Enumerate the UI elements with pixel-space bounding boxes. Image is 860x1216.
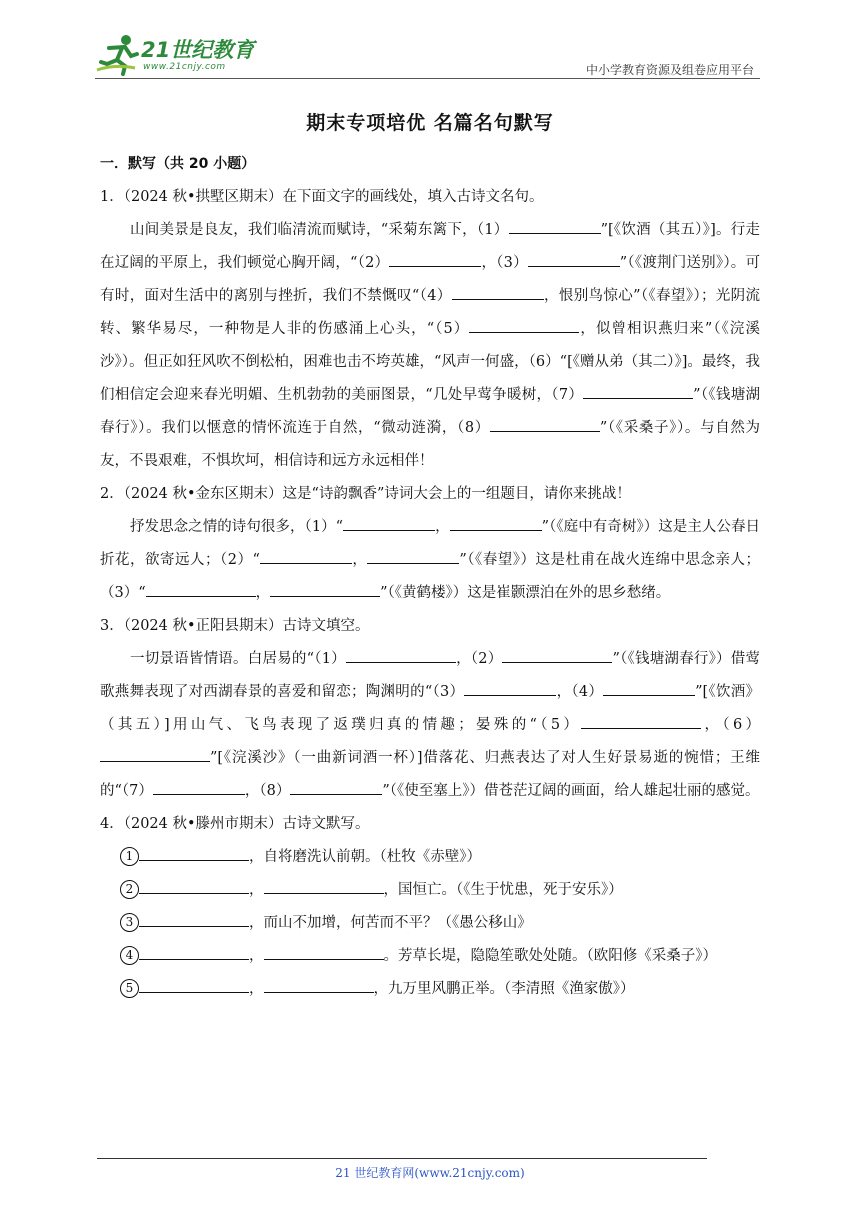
answer-blank[interactable] [528,249,620,267]
answer-blank[interactable] [464,678,556,696]
item-number: 3 [120,913,139,932]
answer-blank[interactable] [139,909,249,927]
logo-url: www.21cnjy.com [143,62,226,72]
header-divider [95,78,760,79]
answer-blank[interactable] [260,546,352,564]
answer-blank[interactable] [153,777,245,795]
question-4-item: 1 ，自将磨洗认前朝。（杜牧《赤壁》） [100,841,760,874]
section-heading: 一．默写（共 20 小题） [100,156,256,172]
answer-blank[interactable] [469,315,579,333]
answer-blank[interactable] [389,249,481,267]
logo-text: 21世纪教育 [141,38,255,62]
page-title: 期末专项培优 名篇名句默写 [306,112,554,134]
answer-blank[interactable] [290,777,382,795]
answer-blank[interactable] [139,975,249,993]
answer-blank[interactable] [581,711,701,729]
footer-text: 21 世纪教育网(www.21cnjy.com) [335,1166,525,1180]
question-3-text: 一切景语皆情语。白居易的“（1） ，（2） ”（《钱塘湖春行》）借莺歌燕舞表现了对西湖春景的喜爱和留恋；陶渊明的“（3） ，（4） ”[《饮酒》（其五）]用山气、飞鸟表现了返璞归真的情趣；晏殊的“（5） ，（6）”[《浣溪沙》（一曲新词酒一杯）]借落花、归燕表达了对人生好景易逝的惋惜；王维的“（7） ，（8） ”（《使至塞上》）借苍茫辽阔的画面，给人雄起壮丽的感觉。 [100,643,760,808]
answer-blank[interactable] [450,513,542,531]
footer-divider [97,1158,707,1159]
question-2-text: 抒发思念之情的诗句很多，（1）“ ， ”（《庭中有奇树》）这是主人公春日折花，欲寄远人；（2）“ ， ”（《春望》）这是杜甫在战火连绵中思念亲人；（3）“ ， ”（《黄鹤楼》）这是崔颢漂泊在外的思乡愁绪。 [100,511,760,610]
question-4-item: 2 ， ，国恒亡。（《生于忧患，死于安乐》） [100,874,760,907]
answer-blank[interactable] [452,282,544,300]
question-4-item: 5 ， ，九万里风鹏正举。（李清照《渔家傲》） [100,973,760,1006]
answer-blank[interactable] [583,381,693,399]
question-4-item: 3 ，而山不加增，何苦而不平？（《愚公移山》 [100,907,760,940]
item-number: 1 [120,847,139,866]
document-body [100,148,760,1006]
item-number: 4 [120,946,139,965]
answer-blank[interactable] [264,942,384,960]
answer-blank[interactable] [139,942,249,960]
answer-blank[interactable] [139,876,249,894]
answer-blank[interactable] [367,546,459,564]
item-number: 5 [120,979,139,998]
platform-name: 中小学教育资源及组卷应用平台 [585,63,754,77]
answer-blank[interactable] [509,216,601,234]
answer-blank[interactable] [100,744,210,762]
answer-blank[interactable] [139,843,249,861]
question-3-stem: 3．（2024 秋•正阳县期末）古诗文填空。 [100,618,370,634]
answer-blank[interactable] [490,414,600,432]
runner-logo-icon [95,34,143,76]
logo [95,30,265,78]
item-number: 2 [120,880,139,899]
question-4-stem: 4．（2024 秋•滕州市期末）古诗文默写。 [100,816,370,832]
answer-blank[interactable] [343,513,435,531]
question-1-stem: 1．（2024 秋•拱墅区期末）在下面文字的画线处，填入古诗文名句。 [100,189,544,205]
question-2-stem: 2．（2024 秋•金东区期末）这是“诗韵飘香”诗词大会上的一组题目，请你来挑战！ [100,486,631,502]
answer-blank[interactable] [264,876,384,894]
answer-blank[interactable] [346,645,456,663]
answer-blank[interactable] [146,579,256,597]
page-header [95,30,760,80]
answer-blank[interactable] [502,645,612,663]
answer-blank[interactable] [264,975,374,993]
answer-blank[interactable] [603,678,695,696]
question-4-item: 4 ， 。芳草长堤，隐隐笙歌处处随。（欧阳修《采桑子》） [100,940,760,973]
answer-blank[interactable] [270,579,380,597]
question-1-text: 山间美景是良友，我们临清流而赋诗，“采菊东篱下，（1） ”[《饮酒（其五）》]。行走在辽阔的平原上，我们顿觉心胸开阔，“（2） ，（3） ”（《渡荆门送别》）。可有时，面对生活中的离别与挫折，我们不禁慨叹“（4） ，恨别鸟惊心”（《春望》）；光阴流转、繁华易尽，一种物是人非的伤感涌上心头，“（5） ，似曾相识燕归来”（《浣溪沙》）。但正如狂风吹不倒松柏，困难也击不垮英雄，“风声一何盛，（6）“[《赠从弟（其二）》]。最终，我们相信定会迎来春光明媚、生机勃勃的美丽图景，“几处早莺争暖树，（7） ”（《钱塘湖春行》）。我们以惬意的情怀流连于自然，“微动涟漪，（8） ”（《采桑子》）。与自然为友，不畏艰难，不惧坎坷，相信诗和远方永远相伴！ [100,214,760,478]
